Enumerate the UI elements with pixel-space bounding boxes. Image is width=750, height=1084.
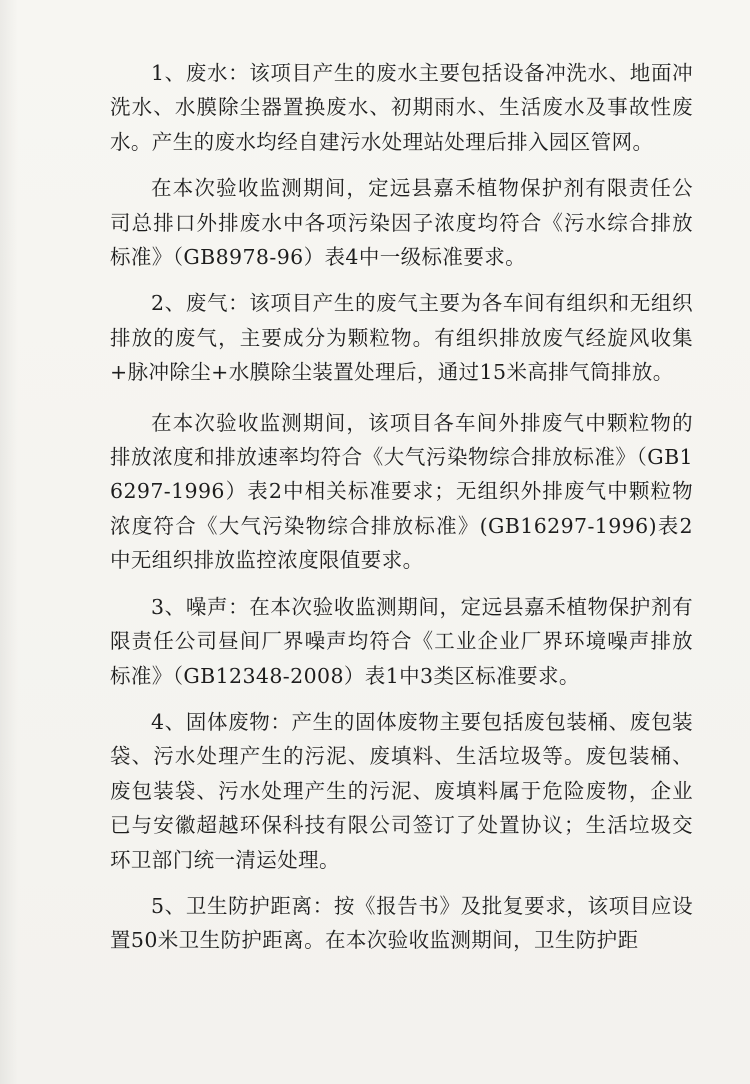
paragraph-exhaust-gas: 2、废气：该项目产生的废气主要为各车间有组织和无组织排放的废气，主要成分为颗粒物。有组织排放废气经旋风收集+脉冲除尘+水膜除尘装置处理后，通过15米高排气筒排放。 [110,291,693,385]
paragraph-solid-waste: 4、固体废物：产生的固体废物主要包括废包装桶、废包装袋、污水处理产生的污泥、废填料、生活垃圾等。废包装桶、废包装袋、污水处理产生的污泥、废填料属于危险废物，企业已与安徽超越环保科技有限公司签订了处置协议；生活垃圾交环卫部门统一清运处理。 [110,709,693,872]
paragraph-noise: 3、噪声：在本次验收监测期间，定远县嘉禾植物保护剂有限责任公司昼间厂界噪声均符合《工业企业厂界环境噪声排放标准》（GB12348-2008）表1中3类区标准要求。 [110,594,693,688]
paragraph-exhaust-gas-monitoring: 在本次验收监测期间，该项目各车间外排废气中颗粒物的排放浓度和排放速率均符合《大气污染物综合排放标准》（GB16297-1996）表2中相关标准要求；无组织外排废气中颗粒物浓度符合《大气污染物综合排放标准》(GB16297-1996)表2中无组织排放监控浓度限值要求。 [110,410,693,573]
paragraph-wastewater-monitoring: 在本次验收监测期间，定远县嘉禾植物保护剂有限责任公司总排口外排废水中各项污染因子浓度均符合《污水综合排放标准》（GB8978-96）表4中一级标准要求。 [110,176,693,270]
paragraph-wastewater: 1、废水：该项目产生的废水主要包括设备冲洗水、地面冲洗水、水膜除尘器置换废水、初期雨水、生活废水及事故性废水。产生的废水均经自建污水处理站处理后排入园区管网。 [110,61,693,154]
paragraph-protection-distance: 5、卫生防护距离：按《报告书》及批复要求，该项目应设置50米卫生防护距离。在本次验收监测期间，卫生防护距 [110,893,693,953]
document-body [110,56,693,958]
